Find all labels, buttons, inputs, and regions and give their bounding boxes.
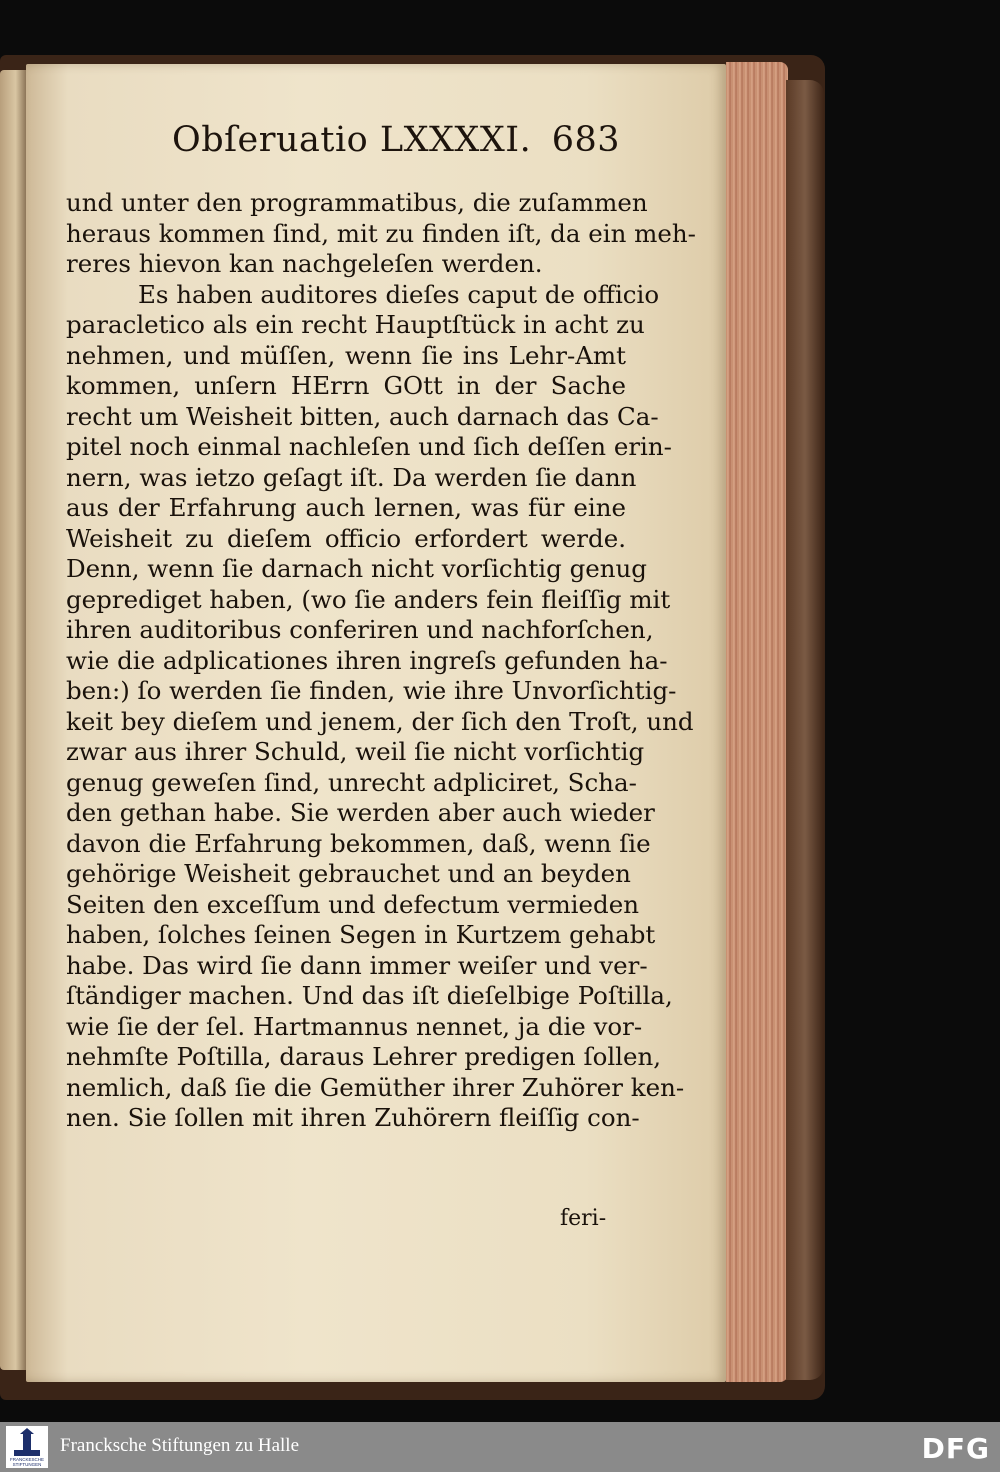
text-line: nehmen, und müſſen, wenn ſie ins Lehr-Amt [66, 340, 626, 370]
text-line: ben:) ſo werden ſie finden, wie ihre Unvorſichtig- [66, 676, 677, 705]
text-line: davon die Erfahrung bekommen, daß, wenn ſie [66, 828, 651, 858]
dfg-logo: DFG [921, 1432, 990, 1465]
text-line: ihren auditoribus conferiren und nachforſchen, [66, 615, 654, 644]
institution-logo[interactable] [6, 1426, 48, 1468]
text-line: zwar aus ihrer Schuld, weil ſie nicht vorſichtig [66, 737, 645, 766]
body-text [66, 188, 696, 1134]
text-line: Seiten den exceſſum und defectum vermieden [66, 889, 639, 919]
text-line: keit bey dieſem und jenem, der ſich den Troſt, und [66, 706, 694, 736]
text-line: Denn, wenn ſie darnach nicht vorſichtig genug [66, 554, 647, 583]
text-line: reres hievon kan nachgeleſen werden. [66, 249, 543, 278]
left-page-edge [0, 70, 26, 1370]
text-line: nern, was ietzo geſagt iſt. Da werden ſie dann [66, 462, 637, 492]
text-line: habe. Das wird ſie dann immer weiſer und ver- [66, 950, 648, 980]
text-line: paracletico als ein recht Hauptſtück in acht zu [66, 310, 645, 339]
text-line: nemlich, daß ſie die Gemüther ihrer Zuhörer ken- [66, 1072, 685, 1102]
running-header [172, 120, 620, 164]
text-line: nen. Sie ſollen mit ihren Zuhörern fleiſſig con- [66, 1103, 640, 1132]
text-line: pitel noch einmal nachleſen und ſich deſſen erin- [66, 432, 672, 461]
catchword: feri- [560, 1206, 607, 1231]
text-line: haben, ſolches ſeinen Segen in Kurtzem gehabt [66, 920, 656, 949]
page-fore-edge [726, 62, 788, 1382]
logo-caption: FRANCKESCHE STIFTUNGEN [9, 1457, 44, 1467]
text-line: und unter den programmatibus, die zuſammen [66, 188, 648, 217]
running-title: Obſeruatio LXXXXI. [172, 120, 532, 160]
viewer-footer [0, 1422, 1000, 1472]
text-line: wie ſie der ſel. Hartmannus nennet, ja die vor- [66, 1011, 643, 1041]
text-line: aus der Erfahrung auch lernen, was für eine [66, 493, 626, 522]
text-line: kommen, unſern HErrn GOtt in der Sache [66, 371, 626, 400]
text-line: heraus kommen ſind, mit zu finden iſt, da ein meh- [66, 218, 696, 248]
tower-icon [23, 1432, 31, 1450]
text-line: wie die adplicationes ihren ingreſs gefunden ha- [66, 645, 668, 675]
text-line: Weisheit zu dieſem officio erfordert werde. [66, 523, 626, 553]
cover-edge [786, 80, 824, 1380]
text-line: gehörige Weisheit gebrauchet und an beyden [66, 859, 631, 888]
text-line: genug geweſen ſind, unrecht adpliciret, Scha- [66, 767, 637, 797]
institution-name: Francksche Stiftungen zu Halle [60, 1435, 300, 1456]
building-icon [14, 1450, 40, 1456]
text-line: Es haben auditores dieſes caput de officio [138, 279, 660, 309]
text-line: geprediget haben, (wo ſie anders fein fleiſſig mit [66, 584, 671, 614]
text-line: nehmſte Poſtilla, daraus Lehrer predigen ſollen, [66, 1042, 662, 1071]
text-line: ſtändiger machen. Und das iſt dieſelbige Poſtilla, [66, 981, 673, 1010]
text-line: recht um Weisheit bitten, auch darnach das Ca- [66, 401, 659, 431]
text-line: den gethan habe. Sie werden aber auch wieder [66, 798, 655, 827]
page-number: 683 [551, 120, 620, 160]
